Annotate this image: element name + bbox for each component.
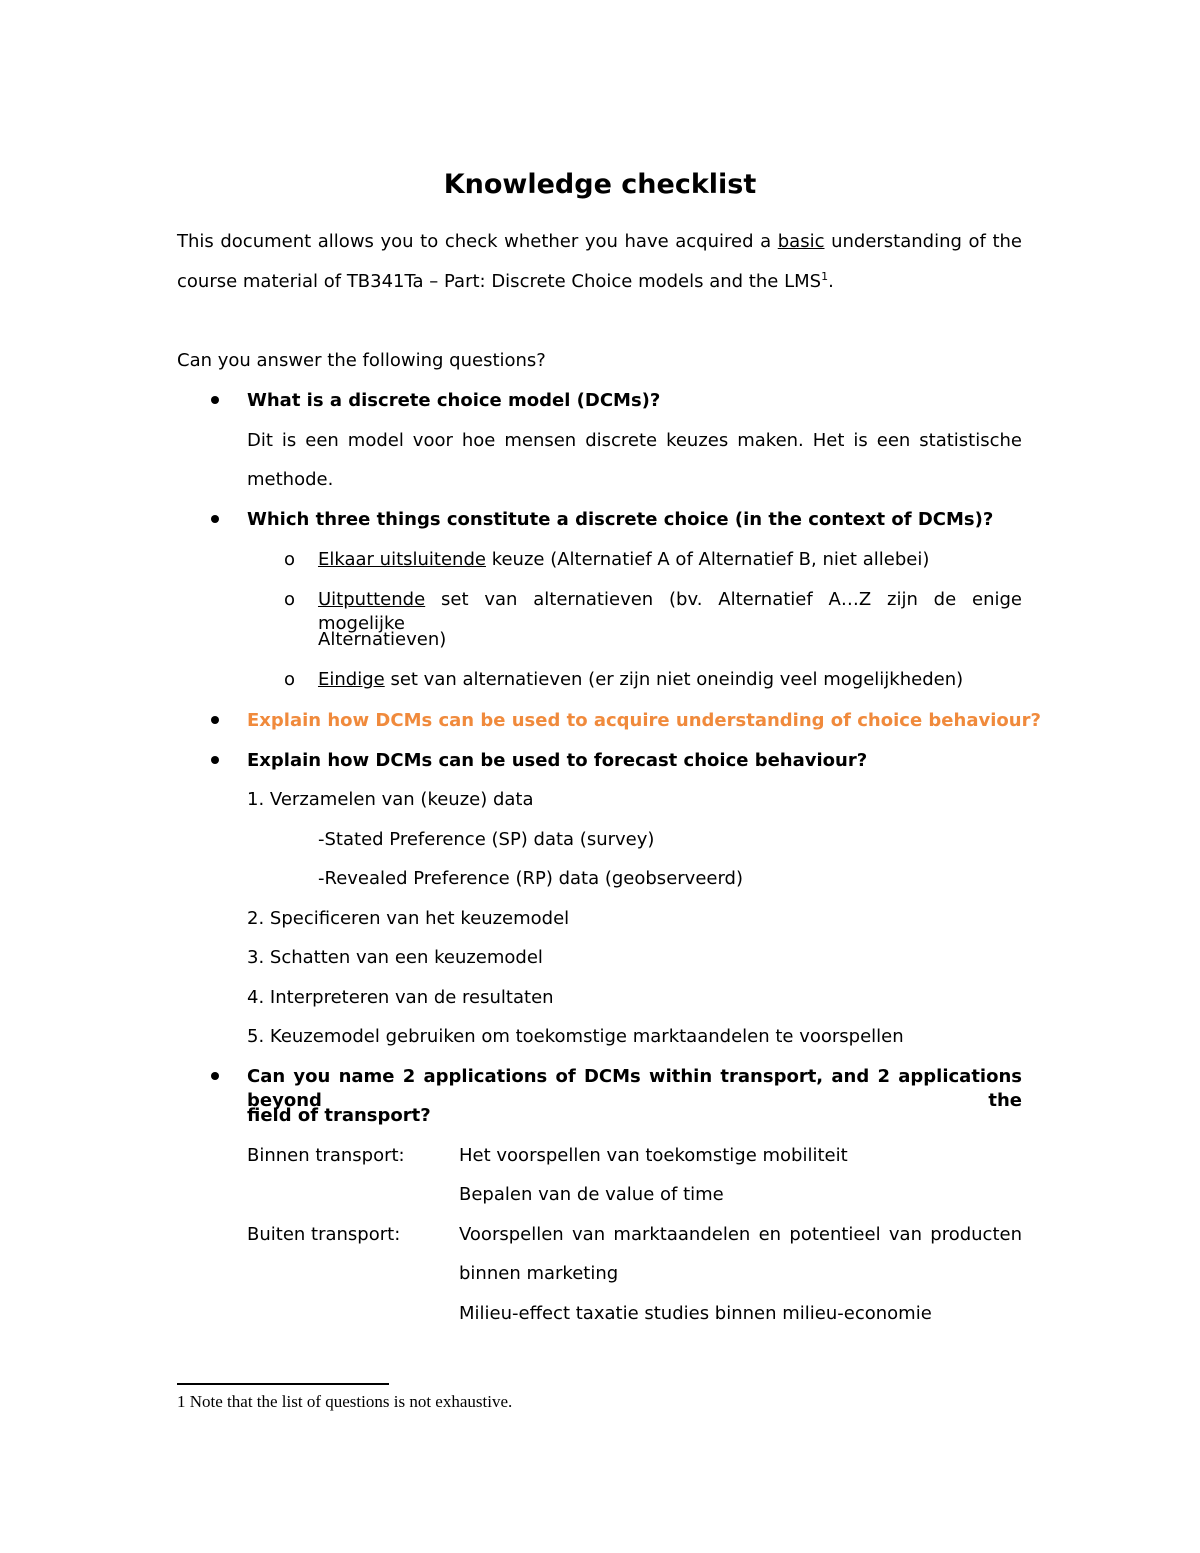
question-5-line-1: Can you name 2 applications of DCMs within transport, and 2 applications beyond the — [247, 1066, 1022, 1111]
intro-text-a: This document allows you to check whether you have acquired a — [177, 231, 772, 252]
item-3-underlined: Eindige — [318, 669, 385, 690]
step-number: 2. — [247, 908, 265, 929]
bullet-icon — [211, 396, 219, 404]
step-number: 4. — [247, 987, 265, 1008]
answer-2-item-2-cont: Alternatieven) — [318, 629, 447, 650]
step-4 — [247, 986, 554, 1010]
bullet-icon — [211, 1072, 219, 1080]
bullet-icon — [211, 515, 219, 523]
item-2-rest: set van alternatieven (bv. Alternatief A…Z zijn de enige mogelijke — [318, 589, 1022, 634]
question-4: Explain how DCMs can be used to forecast choice behaviour? — [247, 750, 868, 771]
step-number: 1. — [247, 789, 265, 810]
circle-bullet-icon: o — [284, 549, 296, 570]
footnote-separator — [177, 1383, 389, 1385]
page-title: Knowledge checklist — [443, 169, 757, 200]
intro-period: . — [828, 271, 834, 292]
bullet-icon — [211, 716, 219, 724]
item-1-rest: keuze (Alternatief A of Alternatief B, niet allebei) — [491, 549, 930, 570]
step-text: Schatten van een keuzemodel — [269, 947, 543, 968]
footnote — [177, 1390, 512, 1414]
intro-line-1 — [177, 230, 1022, 254]
step-1-sub-a: -Stated Preference (SP) data (survey) — [318, 829, 655, 850]
answer-1-line-1: Dit is een model voor hoe mensen discrete keuzes maken. Het is een statistische — [247, 430, 1022, 451]
intro-text-b: understanding of the — [831, 231, 1022, 252]
answer-2-item-3 — [318, 668, 963, 692]
step-2 — [247, 907, 569, 931]
footnote-reference[interactable]: 1 — [821, 270, 829, 283]
step-text: Keuzemodel gebruiken om toekomstige marktaandelen te voorspellen — [269, 1026, 904, 1047]
beyond-item-1-cont: binnen marketing — [459, 1263, 619, 1284]
circle-bullet-icon: o — [284, 589, 296, 610]
questions-prompt: Can you answer the following questions? — [177, 350, 546, 371]
intro-line-2 — [177, 270, 834, 294]
bullet-icon — [211, 756, 219, 764]
step-text: Specificeren van het keuzemodel — [269, 908, 570, 929]
intro-text-c: course material of TB341Ta – Part: Discrete Choice models and the LMS — [177, 271, 822, 292]
question-1: What is a discrete choice model (DCMs)? — [247, 390, 661, 411]
intro-basic-underlined: basic — [777, 231, 825, 252]
within-transport-label: Binnen transport: — [247, 1145, 405, 1166]
step-number: 5. — [247, 1026, 265, 1047]
footnote-number: 1 — [177, 1392, 186, 1411]
step-1-sub-b: -Revealed Preference (RP) data (geobserveerd) — [318, 868, 743, 889]
beyond-item-2: Milieu-effect taxatie studies binnen milieu-economie — [459, 1303, 932, 1324]
step-3 — [247, 946, 543, 970]
step-text: Interpreteren van de resultaten — [269, 987, 554, 1008]
answer-2-item-1 — [318, 548, 929, 572]
within-item-1: Het voorspellen van toekomstige mobiliteit — [459, 1145, 848, 1166]
step-1 — [247, 788, 534, 812]
step-number: 3. — [247, 947, 265, 968]
item-1-underlined: Elkaar uitsluitende — [318, 549, 486, 570]
beyond-item-1: Voorspellen van marktaandelen en potentieel van producten — [459, 1224, 1022, 1245]
step-text: Verzamelen van (keuze) data — [269, 789, 534, 810]
question-2: Which three things constitute a discrete choice (in the context of DCMs)? — [247, 509, 994, 530]
within-item-2: Bepalen van de value of time — [459, 1184, 724, 1205]
item-3-rest: set van alternatieven (er zijn niet oneindig veel mogelijkheden) — [390, 669, 964, 690]
step-5 — [247, 1025, 904, 1049]
question-3: Explain how DCMs can be used to acquire understanding of choice behaviour? — [247, 710, 1041, 731]
footnote-text: Note that the list of questions is not exhaustive. — [189, 1392, 513, 1411]
beyond-transport-label: Buiten transport: — [247, 1224, 401, 1245]
item-2-underlined: Uitputtende — [318, 589, 426, 610]
question-5-line-2: field of transport? — [247, 1105, 431, 1126]
answer-1-line-2: methode. — [247, 469, 334, 490]
circle-bullet-icon: o — [284, 669, 296, 690]
